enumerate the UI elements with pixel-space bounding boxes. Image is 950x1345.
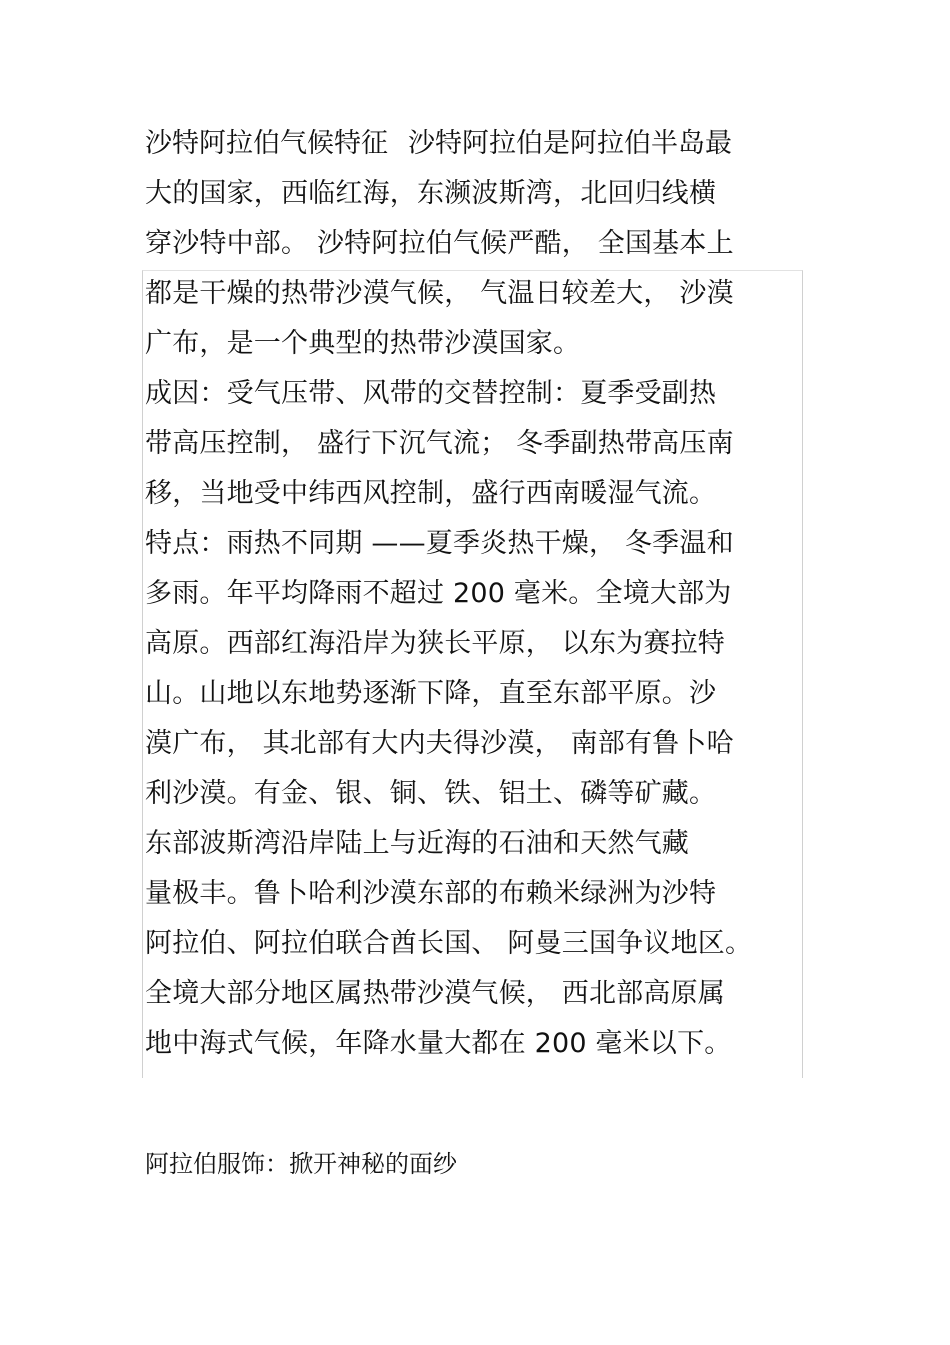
paragraph-line: 阿拉伯、阿拉伯联合酋长国、 阿曼三国争议地区。 (145, 928, 753, 959)
paragraph-line: 大的国家，西临红海，东濒波斯湾，北回归线横 (145, 178, 717, 209)
first-line (145, 126, 732, 162)
paragraph-line: 山。山地以东地势逐渐下降，直至东部平原。沙 (145, 678, 717, 709)
paragraph-line: 广布，是一个典型的热带沙漠国家。 (145, 328, 581, 359)
paragraph-line: 漠广布， 其北部有大内夫得沙漠， 南部有鲁卜哈 (145, 728, 734, 759)
page-heading: 沙特阿拉伯气候特征 (145, 128, 388, 159)
paragraph-line: 成因：受气压带、风带的交替控制：夏季受副热 (145, 378, 717, 409)
paragraph-line: 移，当地受中纬西风控制，盛行西南暖湿气流。 (145, 478, 717, 509)
paragraph-line: 地中海式气候，年降水量大都在 200 毫米以下。 (145, 1028, 732, 1059)
paragraph-line: 量极丰。鲁卜哈利沙漠东部的布赖米绿洲为沙特 (145, 878, 717, 909)
paragraph-line: 利沙漠。有金、银、铜、铁、铝土、磷等矿藏。 (145, 778, 717, 809)
paragraph-line: 多雨。年平均降雨不超过 200 毫米。全境大部为 (145, 578, 732, 609)
paragraph-line: 都是干燥的热带沙漠气候， 气温日较差大， 沙漠 (145, 278, 734, 309)
paragraph-line: 全境大部分地区属热带沙漠气候， 西北部高原属 (145, 978, 725, 1009)
paragraph-line: 特点：雨热不同期 ——夏季炎热干燥， 冬季温和 (145, 528, 734, 559)
section-title: 阿拉伯服饰：掀开神秘的面纱 (145, 1150, 457, 1178)
paragraph-line: 东部波斯湾沿岸陆上与近海的石油和天然气藏 (145, 828, 689, 859)
paragraph-line: 高原。西部红海沿岸为狭长平原， 以东为赛拉特 (145, 628, 725, 659)
paragraph-line: 沙特阿拉伯是阿拉伯半岛最 (408, 128, 732, 159)
paragraph-line: 穿沙特中部。 沙特阿拉伯气候严酷， 全国基本上 (145, 228, 734, 259)
paragraph-line: 带高压控制， 盛行下沉气流； 冬季副热带高压南 (145, 428, 734, 459)
